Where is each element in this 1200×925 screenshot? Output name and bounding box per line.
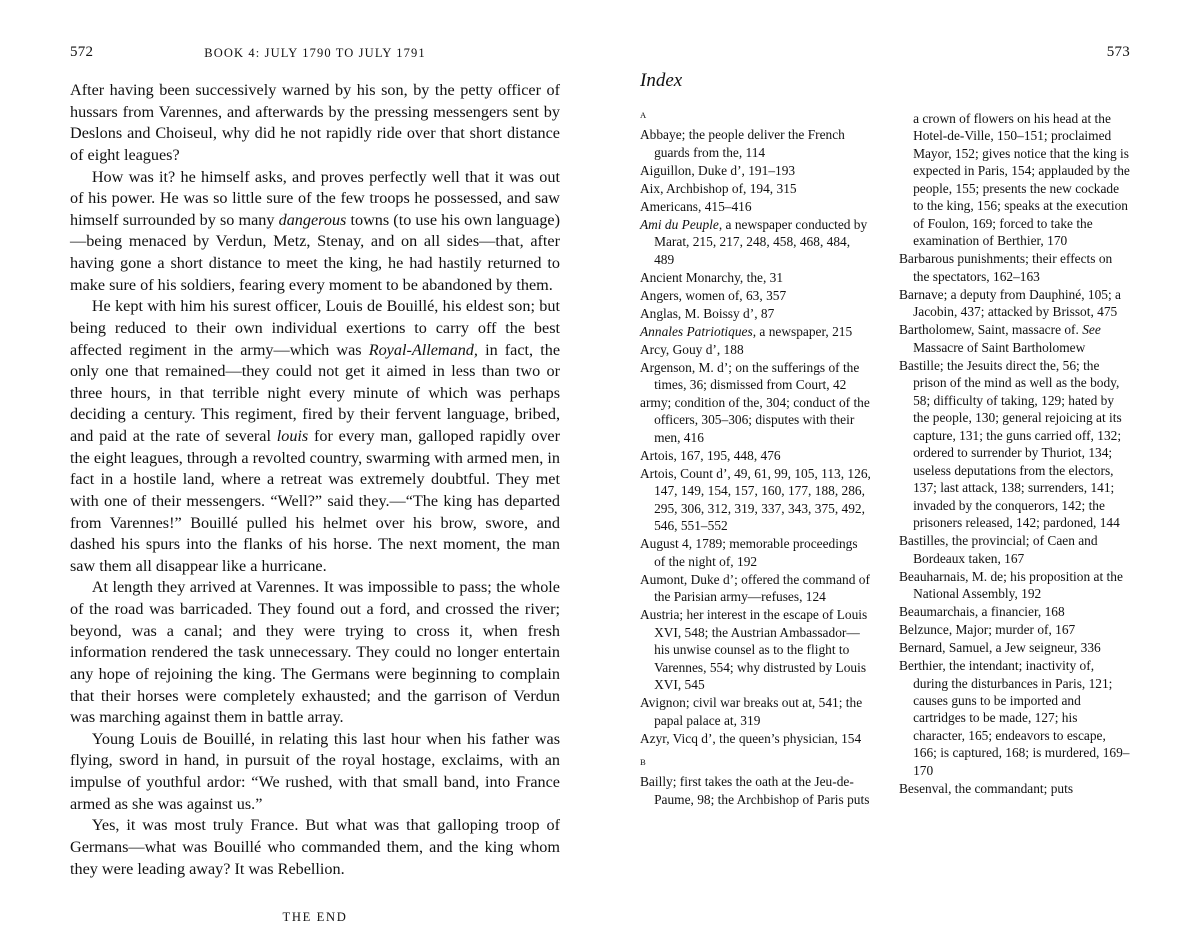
index-entry: Azyr, Vicq d’, the queen’s physician, 154 — [640, 730, 862, 746]
index-entry: Bastille; the Jesuits direct the, 56; the prison of the mind as well as the body, 58; difficulty of taking, 129; hated by the people, 130; general rejoicing at its capture, 131; the guns carried off, 132; ordered to surrender by Thuriot, 134; useless deputations from the electors, 137; last attack, 138; surrenders, 141; invaded by the conquerors, 142; the prisoners released, 142; pardoned, 144 — [899, 357, 1122, 531]
paragraph: After having been successively warned by his son, by the petty officer of hussars from Varennes, and afterwards by the pressing messengers sent by Deslons and Choiseul, why did he not rapidly ride over that short distance of eight leagues? — [70, 81, 560, 164]
index-entry: Aiguillon, Duke d’, 191–193 — [640, 162, 796, 178]
left-running-head-title: BOOK 4: JULY 1790 TO JULY 1791 — [204, 46, 426, 60]
index-entry: Austria; her interest in the escape of Louis XVI, 548; the Austrian Ambassador—his unwise counsel as to the flight to Varennes, 554; why distrusted by Louis XVI, 545 — [640, 607, 868, 693]
index-entry: Besenval, the commandant; puts — [899, 780, 1074, 796]
left-running-head — [70, 34, 560, 64]
index-entry: Barbarous punishments; their effects on the spectators, 162–163 — [899, 251, 1113, 284]
index-entry: Barnave; a deputy from Dauphiné, 105; a Jacobin, 437; attacked by Brissot, 475 — [899, 286, 1121, 320]
paragraph: How was it? he himself asks, and proves perfectly well that it was out of his power. He was so little sure of the few troops he possessed, and saw himself surrounded by so many dangerous towns (to use his own language)—being menaced by Verdun, Metz, Stenay, and on all sides—that, after having gone a short distance to meet the king, he had hastily returned to make sure of his soldiers, fearing every moment to be abandoned by them. — [70, 167, 560, 294]
the-end-mark: THE END — [282, 910, 348, 925]
index-entry: Berthier, the intendant; inactivity of, during the disturbances in Paris, 121; causes guns to be imported and cartridges to be made, 127; his character, 165; endeavors to escape, 166; is captured, 168; is murdered, 169–170 — [899, 658, 1130, 778]
index-entry: Annales Patriotiques, a newspaper, 215 — [640, 323, 853, 339]
index-title: Index — [640, 70, 683, 91]
index-entry: Artois, Count d’, 49, 61, 99, 105, 113, 126, 147, 149, 154, 157, 160, 177, 188, 286, 295, 306, 312, 319, 337, 343, 375, 492, 546, 551–552 — [640, 465, 871, 534]
index-columns — [640, 110, 1130, 900]
index-entry: Bailly; first takes the oath at the Jeu-de-Paume, 98; the Archbishop of Paris puts a crown of flowers on his head at the Hotel-de-Ville, 150–151; proclaimed Mayor, 152; gives notice that the king is expected in Paris, 154; applauded by the people, 155; presents the new cockade to the king, 156; speaks at the execution of Foulon, 169; forced to take the examination of Berthier, 170 — [640, 111, 1130, 807]
index-entry: August 4, 1789; memorable proceedings of the night of, 192 — [640, 536, 858, 569]
index-entry: Bartholomew, Saint, massacre of. See Massacre of Saint Bartholomew — [899, 322, 1101, 355]
index-entry: Beauharnais, M. de; his proposition at the National Assembly, 192 — [899, 568, 1123, 602]
index-entry: Beaumarchais, a financier, 168 — [899, 604, 1065, 620]
body-text — [70, 80, 560, 880]
paragraph: Young Louis de Bouillé, in relating this last hour when his father was flying, sword in hand, in pursuit of the royal hostage, exclaims, with an impulse of youthful ardor: “We rushed, with that small band, into France armed as she was against us.” — [70, 729, 560, 813]
index-entry: Bernard, Samuel, a Jew seigneur, 336 — [899, 640, 1101, 656]
index-entry: Aix, Archbishop of, 194, 315 — [640, 180, 797, 196]
index-entry: Bastilles, the provincial; of Caen and Bordeaux taken, 167 — [899, 533, 1098, 566]
index-entry: Anglas, M. Boissy d’, 87 — [640, 305, 775, 321]
paragraph: He kept with him his surest officer, Louis de Bouillé, his eldest son; but being reduced to their own individual exertions to carry off the best affected regiment in the army—which was Royal-Allemand, in fact, the only one that remained—they could not get it aimed in less than two or three hours, in that terrible night every minute of which was perhaps deciding a century. This regiment, fired by their fervent language, bribed, and paid at the rate of several louis for every man, galloped rapidly over the eight leagues, through a revolted country, swarming with armed men, in fact in a hostile land, where a retreat was extremely doubtful. They met with one of their messengers. “Well?” said they.—“The king has departed from Varennes!” Bouillé pulled his helmet over his brow, swore, and dashed his spurs into the flanks of his horse. The next moment, the man saw them all disappear like a hurricane. — [70, 297, 561, 575]
index-entry: Ancient Monarchy, the, 31 — [640, 269, 784, 285]
left-folio: 572 — [70, 44, 94, 60]
index-entry: Argenson, M. d’; on the sufferings of the times, 36; dismissed from Court, 42 — [640, 359, 860, 392]
index-entry: Belzunce, Major; murder of, 167 — [899, 622, 1076, 638]
index-entry: Aumont, Duke d’; offered the command of the Parisian army—refuses, 124 — [640, 571, 870, 605]
index-entry: Abbaye; the people deliver the French guards from the, 114 — [640, 127, 845, 160]
paragraph: At length they arrived at Varennes. It was impossible to pass; the whole of the road was barricaded. They found out a ford, and crossed the river; beyond, was a canal; and they were trying to cross it, when fresh information rendered the task unnecessary. They could no longer entertain any hope of rejoining the king. The Germans were beginning to complain that their horses were completely exhausted; and the garrison of Verdun was marching against them in battle array. — [70, 578, 560, 727]
index-letter-heading: B — [640, 757, 647, 768]
index-entry: Ami du Peuple, a newspaper conducted by Marat, 215, 217, 248, 458, 468, 484, 489 — [640, 216, 868, 267]
paragraph: Yes, it was most truly France. But what was that galloping troop of Germans—what was Bouillé who commanded them, and the king whom they were leading away? It was Rebellion. — [70, 816, 560, 878]
index-entry: Angers, women of, 63, 357 — [640, 287, 787, 303]
index-entry: Americans, 415–416 — [640, 198, 752, 214]
index-letter-heading: A — [640, 110, 647, 120]
right-folio: 573 — [1106, 44, 1130, 60]
index-entry: Arcy, Gouy d’, 188 — [640, 341, 744, 357]
index-entry: army; condition of the, 304; conduct of the officers, 305–306; disputes with their men, 416 — [640, 394, 870, 445]
index-entry: Avignon; civil war breaks out at, 541; the papal palace at, 319 — [640, 695, 863, 728]
index-entry: Artois, 167, 195, 448, 476 — [640, 447, 781, 463]
right-page — [600, 0, 1200, 900]
right-running-head — [640, 34, 1130, 64]
